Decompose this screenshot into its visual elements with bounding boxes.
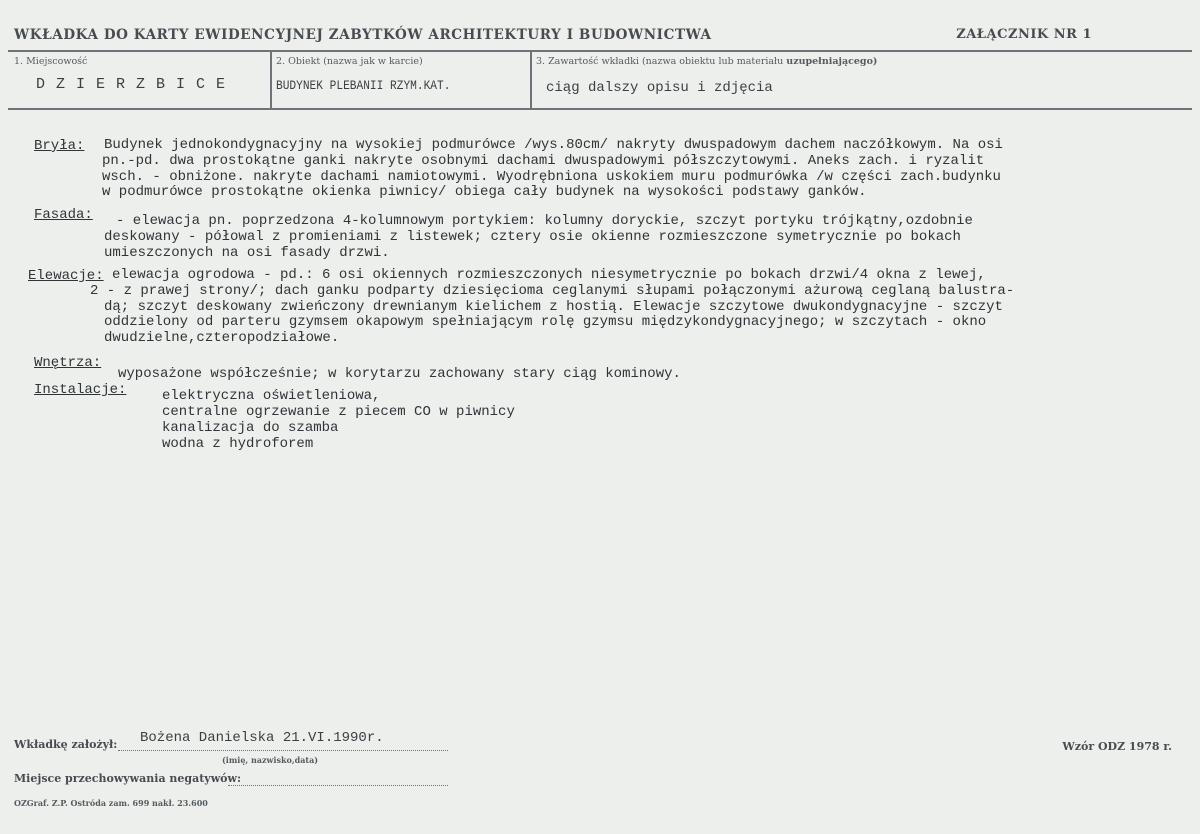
section-text-bryla — [104, 138, 1003, 201]
section-label-instalacje: Instalacje: — [34, 382, 127, 398]
place-caption: 1. Miejscowość — [14, 56, 88, 67]
section-label-elewacje: Elewacje: — [28, 268, 104, 284]
section-label-bryla: Bryła: — [34, 138, 85, 154]
negatives-storage-line — [228, 785, 448, 786]
list-item: centralne ogrzewanie z piecem CO w piwnicy — [162, 404, 515, 420]
prepared-by-label: Wkładkę założył: — [14, 738, 118, 751]
content-value: ciąg dalszy opisu i zdjęcia — [546, 80, 773, 96]
text-line: - elewacja pn. poprzedzona 4-kolumnowym portykiem: kolumny doryckie, szczyt portyku trójkątny,ozdobnie — [116, 213, 973, 229]
printer-note: OZGraf. Z.P. Ostróda zam. 699 nakł. 23.600 — [14, 798, 208, 808]
prepared-by-value: Bożena Danielska 21.VI.1990r. — [140, 730, 384, 746]
text-line: elewacja ogrodowa - pd.: 6 osi okiennych rozmieszczonych niesymetrycznie po bokach drzwi/4 okna z lewej, — [112, 267, 986, 283]
content-caption-text: 3. Zawartość wkładki (nazwa obiektu lub materiału — [536, 56, 787, 67]
template-note: Wzór ODZ 1978 r. — [1062, 740, 1172, 753]
object-value: BUDYNEK PLEBANII RZYM.KAT. — [276, 78, 451, 93]
object-caption: 2. Obiekt (nazwa jak w karcie) — [276, 56, 423, 67]
section-label-fasada: Fasada: — [34, 207, 93, 223]
form-title: WKŁADKA DO KARTY EWIDENCYJNEJ ZABYTKÓW ARCHITEKTURY I BUDOWNICTWA — [14, 27, 712, 43]
place-value: DZIERZBICE — [36, 76, 237, 93]
text-line: oddzielony od parteru gzymsem okapowym spełniającym rolę gzymsu międzykondygnacyjnego; w szczytach - okno — [104, 314, 987, 331]
list-item: elektryczna oświetleniowa, — [162, 388, 381, 404]
negatives-storage-label: Miejsce przechowywania negatywów: — [14, 772, 242, 785]
header-top-rule — [8, 50, 1192, 52]
text-line: dą; szczyt deskowany zwieńczony drewnianym kielichem z hostią. Elewacje szczytowe dwukondygnacyjne - szczyt — [104, 298, 1003, 315]
section-text-wnetrza: wyposażone współcześnie; w korytarzu zachowany stary ciąg kominowy. — [118, 366, 681, 382]
list-item: wodna z hydroforem — [162, 436, 314, 452]
installations-list — [162, 388, 515, 452]
section-text-fasada — [104, 214, 973, 261]
field-divider-2 — [530, 51, 532, 109]
text-line: dwudzielne,czteropodziałowe. — [104, 330, 340, 347]
text-line: wsch. - obniżone. nakryte dachami namiotowymi. Wyodrębniona uskokiem muru podmurówka /w części zach.budynku — [102, 168, 1001, 185]
section-label-wnetrza: Wnętrza: — [34, 355, 102, 371]
text-line: umieszczonych na osi fasady drzwi. — [104, 244, 390, 261]
section-text-elewacje — [90, 267, 1015, 347]
prepared-by-caption: (imię, nazwisko,data) — [222, 755, 319, 765]
field-divider-1 — [270, 51, 272, 109]
text-line: Budynek jednokondygnacyjny na wysokiej podmurówce /wys.80cm/ nakryty dwuspadowym dachem naczółkowym. Na osi — [104, 137, 1003, 153]
text-line: deskowany - półowal z promieniami z listewek; cztery osie okienne rozmieszczone symetrycznie po bokach — [104, 228, 961, 245]
text-line: 2 - z prawej strony/; dach ganku podparty dziesięcioma ceglanymi słupami połączonymi ażurową ceglaną balustra- — [90, 282, 1015, 299]
header-bottom-rule — [8, 108, 1192, 110]
prepared-by-line — [118, 750, 448, 751]
text-line: pn.-pd. dwa prostokątne ganki nakryte osobnymi dachami dwuspadowymi półszczytowymi. Aneks zach. i ryzalit — [102, 152, 985, 169]
content-caption-bold: uzupełniającego) — [786, 56, 878, 67]
annex-number: ZAŁĄCZNIK NR 1 — [956, 27, 1092, 42]
content-caption — [536, 56, 877, 67]
list-item: kanalizacja do szamba — [162, 420, 339, 436]
text-line: w podmurówce prostokątne okienka piwnicy/ obiega cały budynek na wysokości podstawy ganków. — [102, 184, 867, 201]
